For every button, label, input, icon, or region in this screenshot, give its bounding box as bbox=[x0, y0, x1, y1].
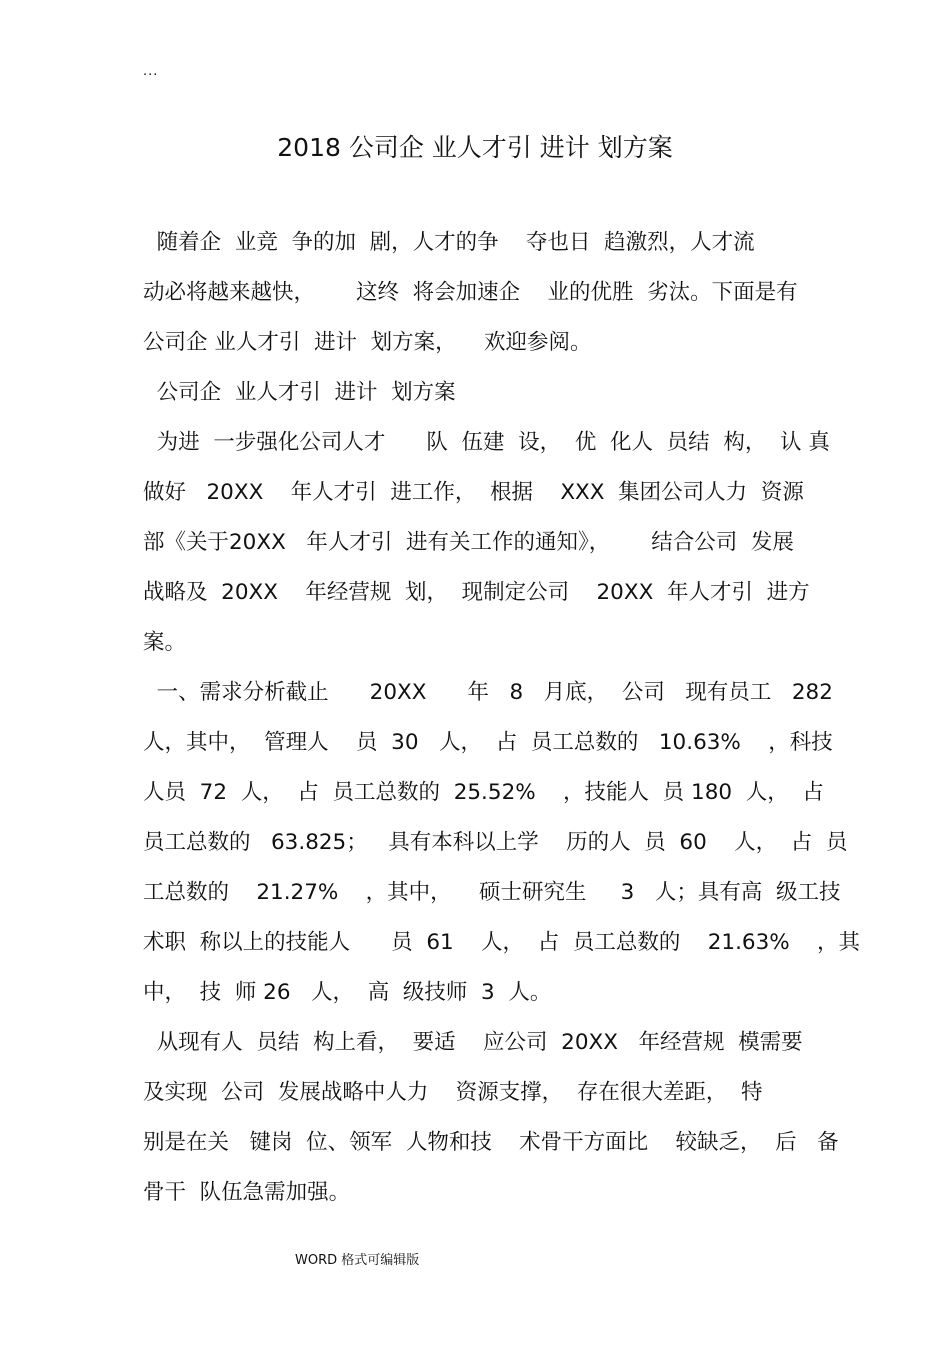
body-line: 随着企 业竞 争的加 剧，人才的争 夺也日 趋激烈，人才流 bbox=[143, 230, 755, 255]
body-line: 从现有人 员结 构上看， 要适 应公司 20XX 年经营规 模需要 bbox=[143, 1030, 803, 1055]
body-line: 公司企 业人才引 进计 划方案， 欢迎参阅。 bbox=[143, 330, 592, 355]
body-line: 别是在关 键岗 位、领军 人物和技 术骨干方面比 较缺乏， 后 备 bbox=[143, 1130, 839, 1155]
body-line: 部《关于20XX 年人才引 进有关工作的通知》， 结合公司 发展 bbox=[143, 530, 794, 555]
body-line: 动必将越来越快， 这终 将会加速企 业的优胜 劣汰。下面是有 bbox=[143, 280, 798, 305]
document-title: 2018 公司企 业人才引 进计 划方案 bbox=[277, 133, 673, 162]
footer-label: WORD 格式可编辑版 bbox=[295, 1253, 420, 1268]
body-line: 及实现 公司 发展战略中人力 资源支撑， 存在很大差距， 特 bbox=[143, 1080, 763, 1105]
body-line: 员工总数的 63.825； 具有本科以上学 历的人 员 60 人， 占 员 bbox=[143, 830, 848, 855]
body-line: 为进 一步强化公司人才 队 伍建 设， 优 化人 员结 构， 认 真 bbox=[143, 430, 830, 455]
body-line: 一、需求分析截止 20XX 年 8 月底， 公司 现有员工 282 bbox=[143, 680, 833, 705]
body-line: 人员 72 人， 占 员工总数的 25.52% ，技能人 员 180 人， 占 bbox=[143, 780, 824, 805]
header-marker: ... bbox=[143, 64, 159, 79]
body-line: 做好 20XX 年人才引 进工作， 根据 XXX 集团公司人力 资源 bbox=[143, 480, 804, 505]
body-line: 案。 bbox=[143, 630, 187, 655]
body-line: 工总数的 21.27% ，其中， 硕士研究生 3 人；具有高 级工技 bbox=[143, 880, 841, 905]
body-line: 人，其中， 管理人 员 30 人， 占 员工总数的 10.63% ，科技 bbox=[143, 730, 833, 755]
body-line: 战略及 20XX 年经营规 划， 现制定公司 20XX 年人才引 进方 bbox=[143, 580, 810, 605]
body-line: 公司企 业人才引 进计 划方案 bbox=[143, 380, 456, 405]
body-line: 骨干 队伍急需加强。 bbox=[143, 1180, 351, 1205]
body-line: 中， 技 师 26 人， 高 级技师 3 人。 bbox=[143, 980, 552, 1005]
body-line: 术职 称以上的技能人 员 61 人， 占 员工总数的 21.63% ，其 bbox=[143, 930, 861, 955]
document-body bbox=[143, 228, 861, 1228]
